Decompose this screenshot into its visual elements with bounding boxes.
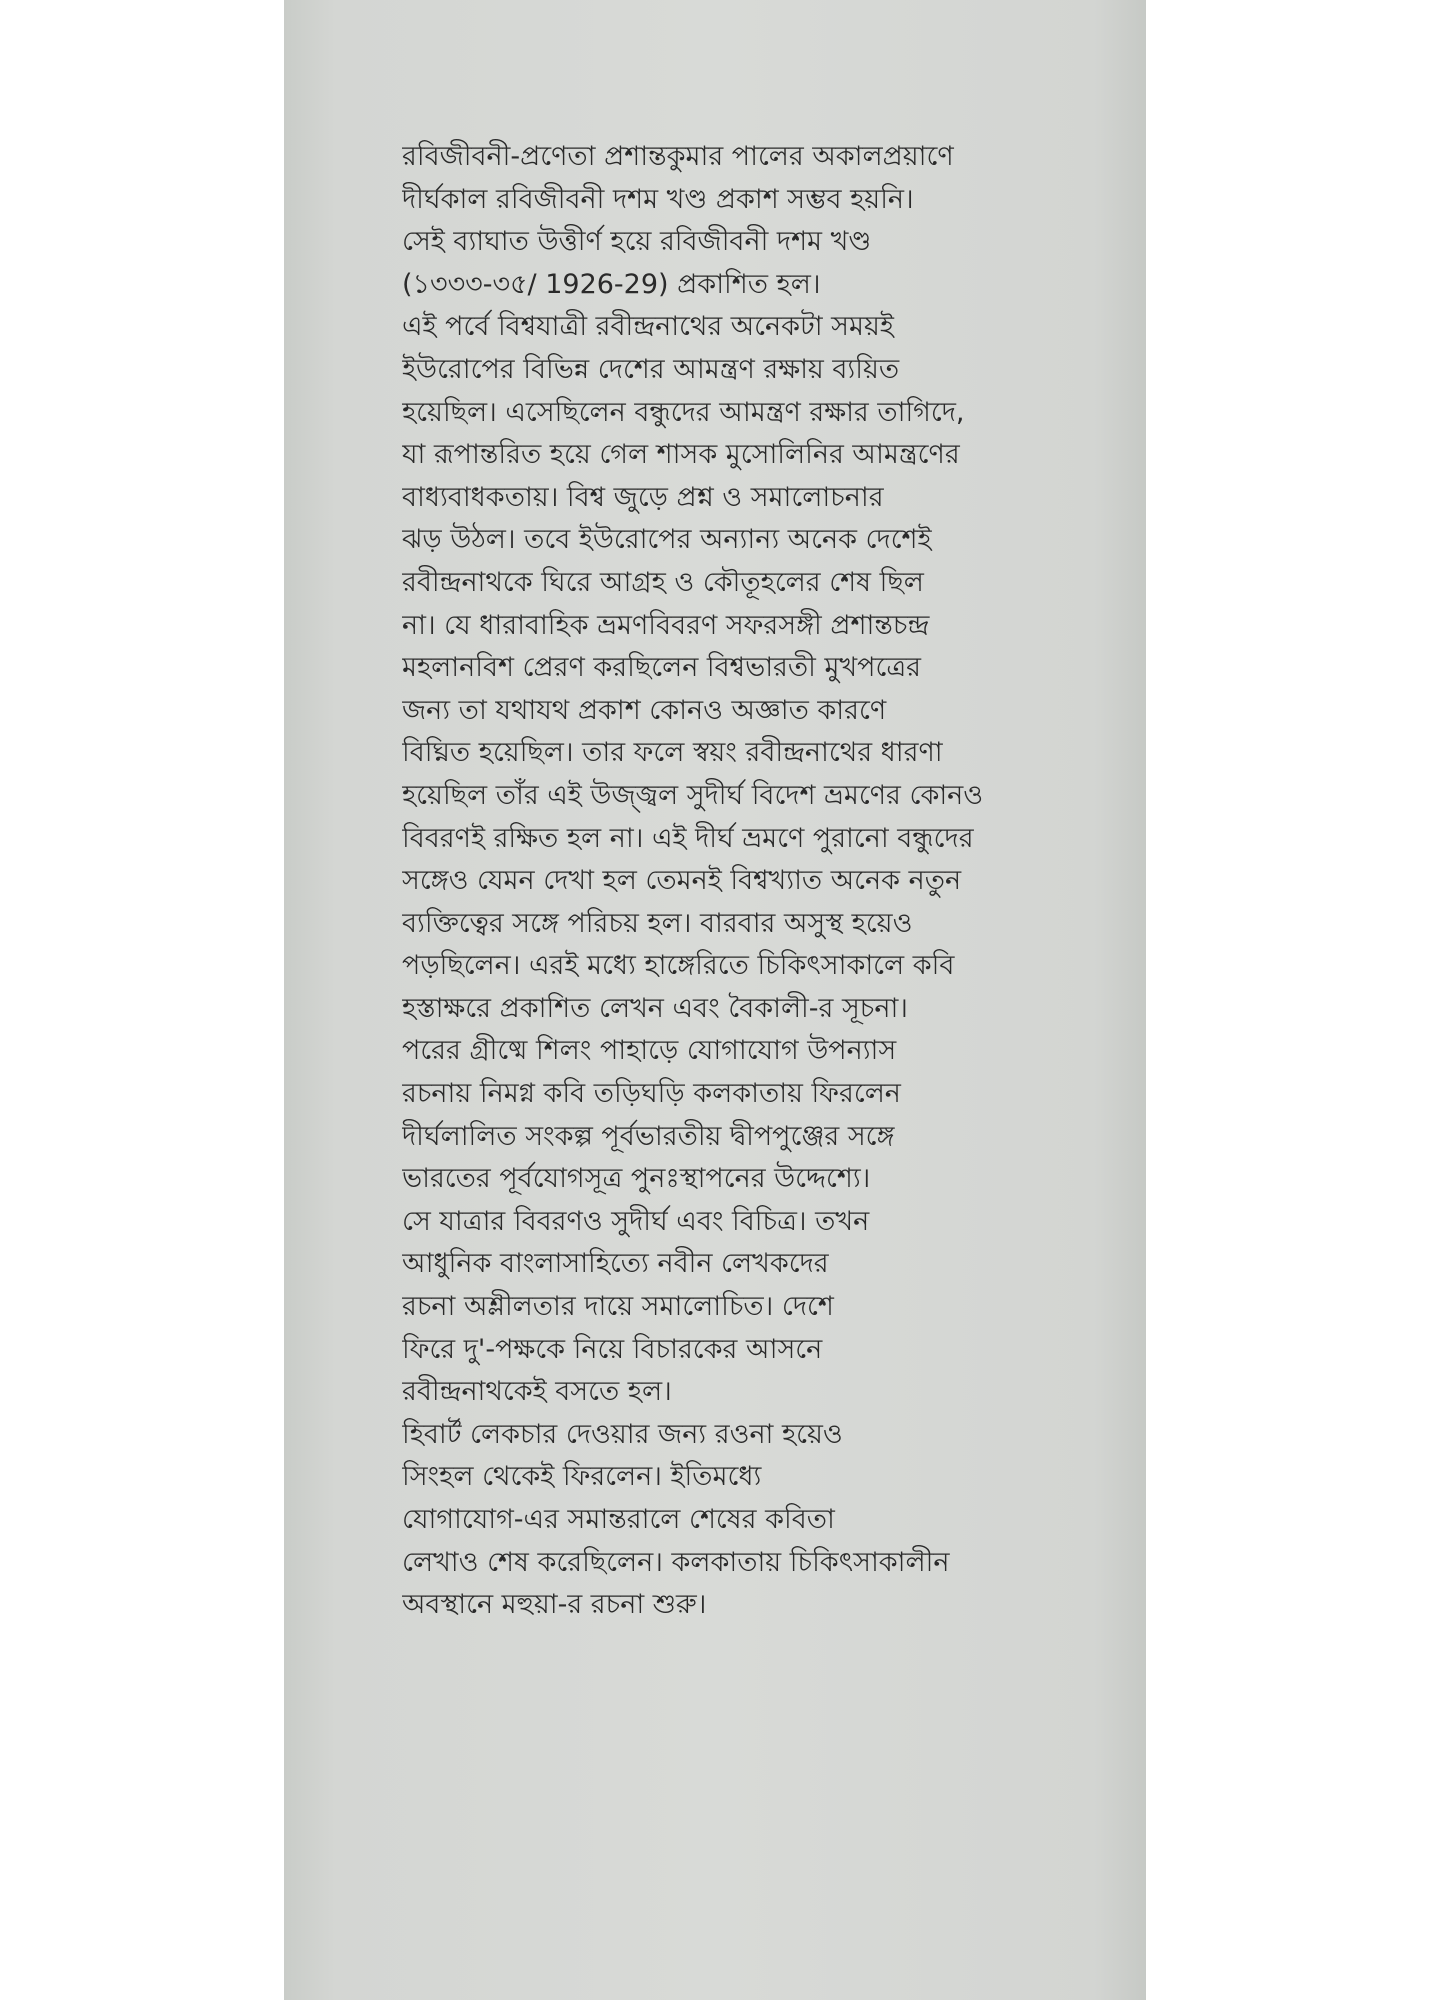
blurb-line: ঝড় উঠল। তবে ইউরোপের অন্যান্য অনেক দেশেই [402, 524, 932, 556]
blurb-line: লেখাও শেষ করেছিলেন। কলকাতায় চিকিৎসাকালীন [402, 1546, 950, 1578]
blurb-line: বাধ্যবাধকতায়। বিশ্ব জুড়ে প্রশ্ন ও সমালোচনার [402, 481, 884, 513]
blurb-line: হয়েছিল তাঁর এই উজ্জ্বল সুদীর্ঘ বিদেশ ভ্রমণের কোনও [402, 779, 984, 811]
blurb-line: দীর্ঘকাল রবিজীবনী দশম খণ্ড প্রকাশ সম্ভব হয়নি। [402, 183, 914, 215]
blurb-line: রবিজীবনী-প্রণেতা প্রশান্তকুমার পালের অকালপ্রয়াণে [402, 141, 954, 172]
blurb-line: না। যে ধারাবাহিক ভ্রমণবিবরণ সফরসঙ্গী প্রশান্তচন্দ্র [402, 609, 930, 641]
blurb-line: রবীন্দ্রনাথকেই বসতে হল। [402, 1376, 672, 1408]
blurb-line: দীর্ঘলালিত সংকল্প পূর্বভারতীয় দ্বীপপুঞ্জের সঙ্গে [402, 1120, 895, 1152]
blurb-line: রচনা অশ্লীলতার দায়ে সমালোচিত। দেশে [402, 1291, 834, 1323]
blurb-line: আধুনিক বাংলাসাহিত্যে নবীন লেখকদের [402, 1248, 829, 1280]
blurb-line: হস্তাক্ষরে প্রকাশিত লেখন এবং বৈকালী-র সূচনা। [402, 992, 908, 1024]
blurb-line: যা রূপান্তরিত হয়ে গেল শাসক মুসোলিনির আমন্ত্রণের [402, 439, 960, 471]
blurb-line: হয়েছিল। এসেছিলেন বন্ধুদের আমন্ত্রণ রক্ষার তাগিদে, [402, 396, 965, 428]
blurb-line: সিংহল থেকেই ফিরলেন। ইতিমধ্যে [402, 1461, 762, 1493]
blurb-line: অবস্থানে মহুয়া-র রচনা শুরু। [402, 1589, 707, 1621]
blurb-line: সেই ব্যাঘাত উত্তীর্ণ হয়ে রবিজীবনী দশম খণ্ড [402, 226, 872, 258]
blurb-line: এই পর্বে বিশ্বযাত্রী রবীন্দ্রনাথের অনেকটা সময়ই [402, 311, 894, 343]
blurb-line: ব্যক্তিত্বের সঙ্গে পরিচয় হল। বারবার অসুস্থ হয়েও [402, 907, 913, 939]
blurb-line: যোগাযোগ-এর সমান্তরালে শেষের কবিতা [402, 1504, 835, 1535]
blurb-line: হিবার্ট লেকচার দেওয়ার জন্য রওনা হয়েও [402, 1418, 843, 1450]
blurb-line: জন্য তা যথাযথ প্রকাশ কোনও অজ্ঞাত কারণে [402, 694, 887, 726]
blurb-line: সে যাত্রার বিবরণও সুদীর্ঘ এবং বিচিত্র। তখন [402, 1205, 870, 1237]
blurb-line: ইউরোপের বিভিন্ন দেশের আমন্ত্রণ রক্ষায় ব্যয়িত [402, 353, 900, 385]
blurb-line: রবীন্দ্রনাথকে ঘিরে আগ্রহ ও কৌতূহলের শেষ ছিল [402, 566, 924, 598]
blurb-line: রচনায় নিমগ্ন কবি তড়িঘড়ি কলকাতায় ফিরলেন [402, 1078, 901, 1110]
blurb-line: পড়ছিলেন। এরই মধ্যে হাঙ্গেরিতে চিকিৎসাকালে কবি [402, 950, 955, 982]
blurb-line: পরের গ্রীষ্মে শিলং পাহাড়ে যোগাযোগ উপন্যাস [402, 1035, 897, 1067]
blurb-line: বিঘ্নিত হয়েছিল। তার ফলে স্বয়ং রবীন্দ্রনাথের ধারণা [402, 737, 943, 769]
blurb-line: মহলানবিশ প্রেরণ করছিলেন বিশ্বভারতী মুখপত্রের [402, 652, 922, 684]
blurb-line: ফিরে দু'-পক্ষকে নিয়ে বিচারকের আসনে [402, 1333, 823, 1365]
blurb-line: সঙ্গেও যেমন দেখা হল তেমনই বিশ্বখ্যাত অনেক নতুন [402, 865, 962, 897]
blurb-text [402, 136, 1092, 1627]
blurb-line: ভারতের পূর্বযোগসূত্র পুনঃস্থাপনের উদ্দেশ্যে। [402, 1163, 871, 1195]
blurb-line: বিবরণই রক্ষিত হল না। এই দীর্ঘ ভ্রমণে পুরানো বন্ধুদের [402, 822, 974, 854]
blurb-line: (১৩৩৩-৩৫/ 1926-29) প্রকাশিত হল। [402, 268, 821, 300]
